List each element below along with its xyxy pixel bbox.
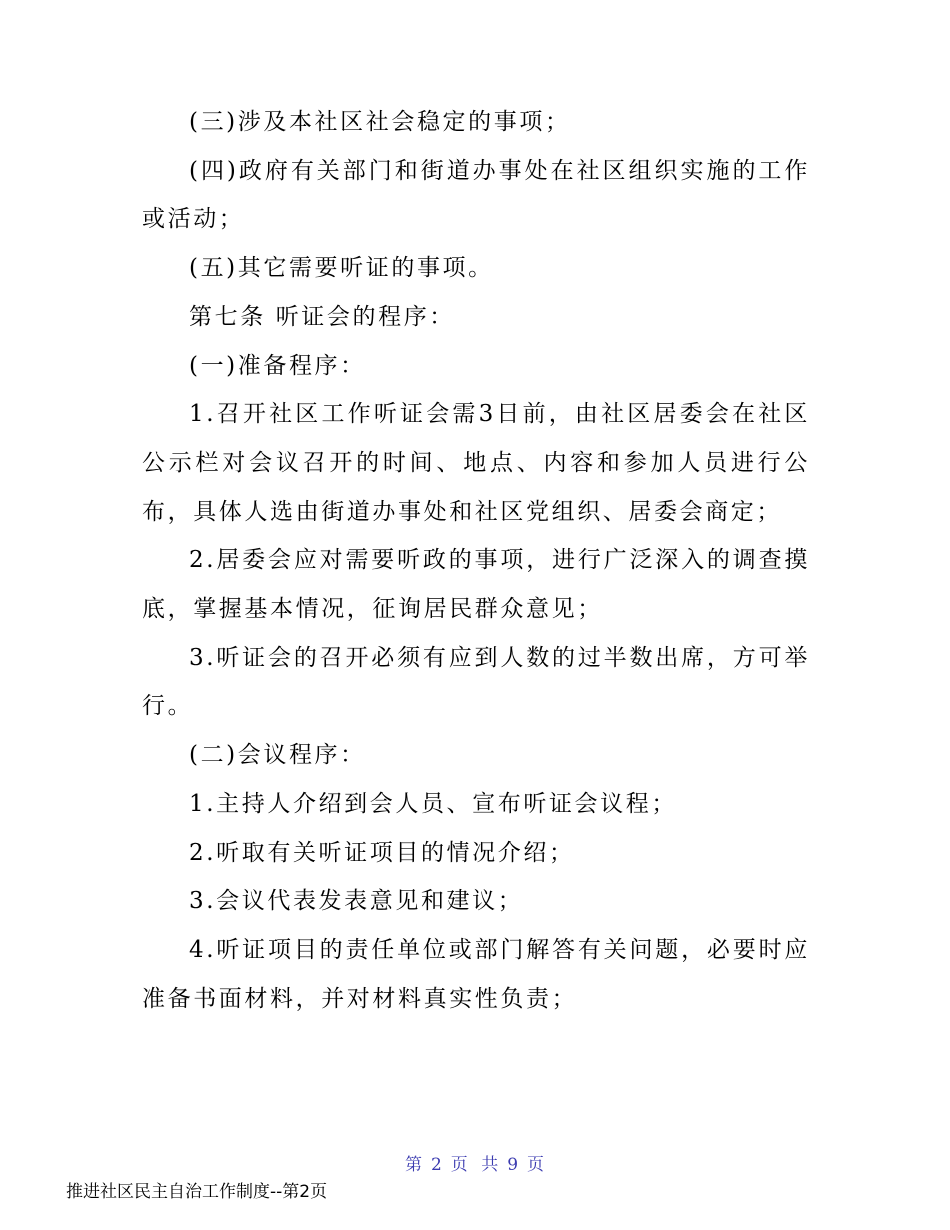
- preparation-step-3: 3.听证会的召开必须有应到人数的过半数出席，方可举行。: [142, 644, 810, 720]
- page-total: 9: [507, 1155, 520, 1175]
- document-body: [142, 98, 810, 1023]
- page-suffix: 页: [527, 1155, 546, 1175]
- paragraph-item-3: (三)涉及本社区社会稳定的事项；: [189, 109, 571, 135]
- section-meeting-heading: (二)会议程序：: [189, 742, 366, 769]
- meeting-step-1: 1.主持人介绍到会人员、宣布听证会议程；: [189, 790, 677, 817]
- meeting-step-4: 4.听证项目的责任单位或部门解答有关问题，必要时应准备书面材料，并对材料真实性负责；: [142, 936, 810, 1012]
- paragraph-item-5: (五)其它需要听证的事项。: [189, 255, 494, 282]
- page-prefix: 第: [404, 1155, 423, 1175]
- page-number: [0, 1150, 950, 1175]
- section-preparation-heading: (一)准备程序：: [189, 352, 366, 379]
- meeting-step-3: 3.会议代表发表意见和建议；: [189, 888, 524, 915]
- page-current: 2: [430, 1155, 443, 1175]
- paragraph-item-4: (四)政府有关部门和街道办事处在社区组织实施的工作或活动；: [142, 157, 810, 233]
- article-7-heading: 第七条 听证会的程序：: [189, 303, 455, 330]
- footer-doc-title: 推进社区民主自治工作制度--第2页: [66, 1182, 328, 1202]
- preparation-step-2: 2.居委会应对需要听政的事项，进行广泛深入的调查摸底，掌握基本情况，征询居民群众意见；: [142, 547, 810, 623]
- preparation-step-1: 1.召开社区工作听证会需3日前，由社区居委会在社区公示栏对会议召开的时间、地点、内容和参加人员进行公布，具体人选由街道办事处和社区党组织、居委会商定；: [142, 401, 810, 525]
- meeting-step-2: 2.听取有关听证项目的情况介绍；: [189, 839, 575, 866]
- page-middle: 页 共: [450, 1155, 500, 1175]
